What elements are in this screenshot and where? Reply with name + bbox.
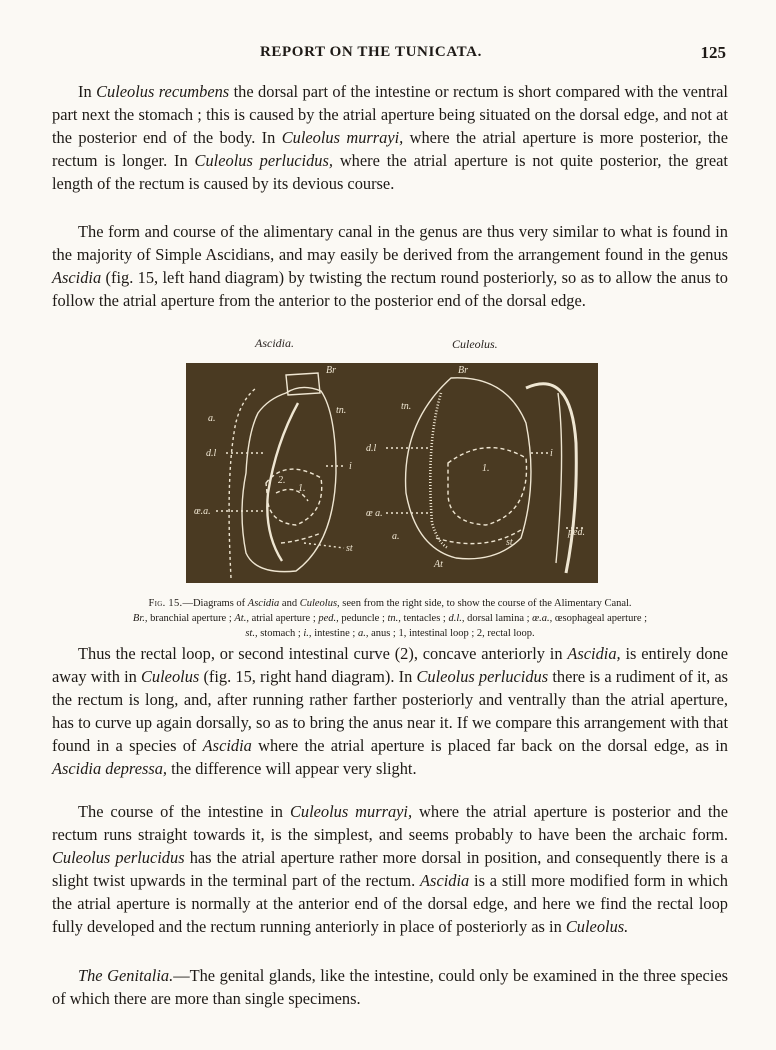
text-run: peduncle ; <box>338 613 388 624</box>
running-title: REPORT ON THE TUNICATA. <box>260 44 482 60</box>
figure-15-plate <box>186 363 598 583</box>
culeolus-label-a: a. <box>392 531 400 542</box>
culeolus-label-1: 1. <box>482 463 490 474</box>
text-run: anus ; 1, intestinal loop ; 2, rectal loop. <box>368 628 535 639</box>
page-header <box>52 44 728 66</box>
text-run: stomach ; <box>257 628 304 639</box>
figure-caption <box>52 596 728 641</box>
text-run: The course of the intestine in <box>78 802 290 821</box>
text-run: Culeolus, <box>299 598 340 609</box>
text-run: has the atrial aperture rather more dorsal in position, and consequently there is a slight twist upwards in the terminal part of the rectum. <box>52 848 729 890</box>
text-run: branchial aperture ; <box>147 613 235 624</box>
text-run: Ascidia <box>202 736 252 755</box>
text-run: the dorsal part of the intestine or rectum is short compared with the ventral part next the stomach ; this is caused by the atrial aperture being situated on the dorsal edge, and not at the posterior end of the body. In <box>52 82 728 147</box>
text-run: The Genitalia. <box>78 966 174 985</box>
culeolus-label-tn: tn. <box>401 401 412 412</box>
culeolus-label-oea: œ a. <box>366 508 383 519</box>
text-run: i., <box>303 628 312 639</box>
text-run: œ.a., <box>532 613 553 624</box>
ascidia-label-dl: d.l <box>206 448 217 459</box>
text-run: Culeolus. <box>565 917 629 936</box>
caption-line-1 <box>52 596 728 611</box>
ascidia-leader-st <box>304 543 344 548</box>
culeolus-peduncle <box>526 384 576 573</box>
ascidia-label-i: i <box>349 461 352 472</box>
culeolus-body-outline <box>406 378 531 559</box>
text-run: a., <box>357 628 369 639</box>
text-run: there is a rudiment of it, as the rectum is long, and, after running rather farther posteriorly and ventrally than the atrial aperture, has to curve up again dorsally, so as to bring the anus near it. If we compare this arrangement with that found in a species of <box>52 667 729 755</box>
text-run: —Diagrams of <box>182 598 248 609</box>
text-run: where the atrial aperture is not quite posterior, the great length of the rectum is caused by its devious course. <box>52 151 728 193</box>
alimentary-canal-diagrams <box>186 363 598 583</box>
text-run: d.l., <box>448 613 465 624</box>
text-run: Br., <box>132 613 148 624</box>
ascidia-label-2: 2. <box>278 475 286 486</box>
paragraph-3 <box>52 642 728 780</box>
text-run: seen from the right side, to show the course of the Alimentary Canal. <box>339 598 632 609</box>
text-run: st., <box>245 628 258 639</box>
culeolus-label-at: At <box>434 559 443 570</box>
text-run: (fig. 15, right hand diagram). In <box>199 667 417 686</box>
page-number: 125 <box>700 43 726 62</box>
text-run: tentacles ; <box>400 613 449 624</box>
text-run: where the atrial aperture is placed far back on the dorsal edge, as in <box>251 736 728 755</box>
text-run: and <box>279 598 300 609</box>
text-run: Culeolus murrayi, <box>289 802 413 821</box>
text-run: (fig. 15, left hand diagram) by twisting the rectum round posteriorly, so as to allow the anus to follow the atrial aperture from the anterior to the posterior end of the dorsal edge. <box>52 268 728 310</box>
ascidia-branchial-siphon <box>286 373 320 395</box>
ascidia-label-oea: œ.a. <box>194 506 211 517</box>
caption-line-2 <box>52 611 728 626</box>
text-run: is entirely done away with in <box>52 644 728 686</box>
culeolus-label-ped: ped. <box>568 527 585 538</box>
text-run: Ascidia <box>52 268 102 287</box>
text-run: Ascidia depressa, <box>52 759 168 778</box>
text-run: Culeolus perlucidus, <box>194 151 333 170</box>
caption-figure-number: Fig. 15. <box>148 598 183 609</box>
text-run: Ascidia <box>420 871 470 890</box>
text-run: Culeolus recumbens <box>96 82 230 101</box>
text-run: The form and course of the alimentary canal in the genus are thus very similar to what is found in the majority of Simple Ascidians, and may easily be derived from the arrangement found in the genus <box>52 222 728 264</box>
text-run: is a still more modified form in which the atrial aperture is normally at the anterior end of the dorsal edge, and here we find the rectal loop fully developed and the rectum running anteriorly in place of posteriorly as in <box>52 871 728 936</box>
text-run: Culeolus <box>141 667 200 686</box>
culeolus-label-br: Br <box>458 365 468 376</box>
ascidia-stomach <box>281 533 321 543</box>
culeolus-diagram <box>386 378 584 573</box>
ascidia-label-a: a. <box>208 413 216 424</box>
culeolus-dorsal-lamina <box>430 393 448 548</box>
text-run: œsophageal aperture ; <box>552 613 648 624</box>
culeolus-intestinal-loop-1 <box>448 448 527 525</box>
text-run: Culeolus murrayi, <box>281 128 404 147</box>
text-run: tn., <box>387 613 401 624</box>
text-run: where the atrial aperture is posterior and the rectum runs straight towards it, is the simplest, and seems probably to have been the archaic form. <box>52 802 729 844</box>
ascidia-body-outline <box>242 387 336 571</box>
ascidia-intestinal-loop-1 <box>266 469 322 525</box>
ascidia-label-1: 1. <box>298 483 306 494</box>
culeolus-label-i: i <box>550 448 553 459</box>
figure-label-culeolus: Culeolus. <box>452 337 498 351</box>
caption-line-1-text <box>182 598 631 609</box>
ascidia-label-br: Br <box>326 365 336 376</box>
text-run: intestine ; <box>311 628 358 639</box>
text-run: the difference will appear very slight. <box>167 759 417 778</box>
book-page <box>52 0 728 1050</box>
text-run: In <box>78 82 97 101</box>
text-run: Ascidia <box>247 598 280 609</box>
text-run: Culeolus perlucidus <box>416 667 549 686</box>
text-run: —The genital glands, like the intestine, could only be examined in the three species of which there are more than single specimens. <box>52 966 728 1008</box>
text-run: where the atrial aperture is more posterior, the rectum is longer. In <box>52 128 728 170</box>
text-run: At., <box>234 613 249 624</box>
ascidia-test-outline <box>229 388 256 578</box>
text-run: atrial aperture ; <box>248 613 319 624</box>
paragraph-4 <box>52 800 728 938</box>
figure-label-ascidia: Ascidia. <box>255 336 294 350</box>
culeolus-label-st: st. <box>506 537 516 548</box>
caption-line-3 <box>52 626 728 641</box>
paragraph-2 <box>52 220 728 312</box>
culeolus-label-dl: d.l <box>366 443 377 454</box>
ascidia-label-st: st <box>346 543 353 554</box>
text-run: dorsal lamina ; <box>464 613 533 624</box>
paragraph-5 <box>52 964 728 1010</box>
text-run: Ascidia, <box>567 644 621 663</box>
text-run: ped., <box>318 613 339 624</box>
text-run: Thus the rectal loop, or second intestinal curve (2), concave anteriorly in <box>78 644 568 663</box>
text-run: Culeolus perlucidus <box>52 848 185 867</box>
ascidia-label-tn: tn. <box>336 405 347 416</box>
culeolus-peduncle-inner <box>556 393 562 563</box>
paragraph-1 <box>52 80 728 195</box>
